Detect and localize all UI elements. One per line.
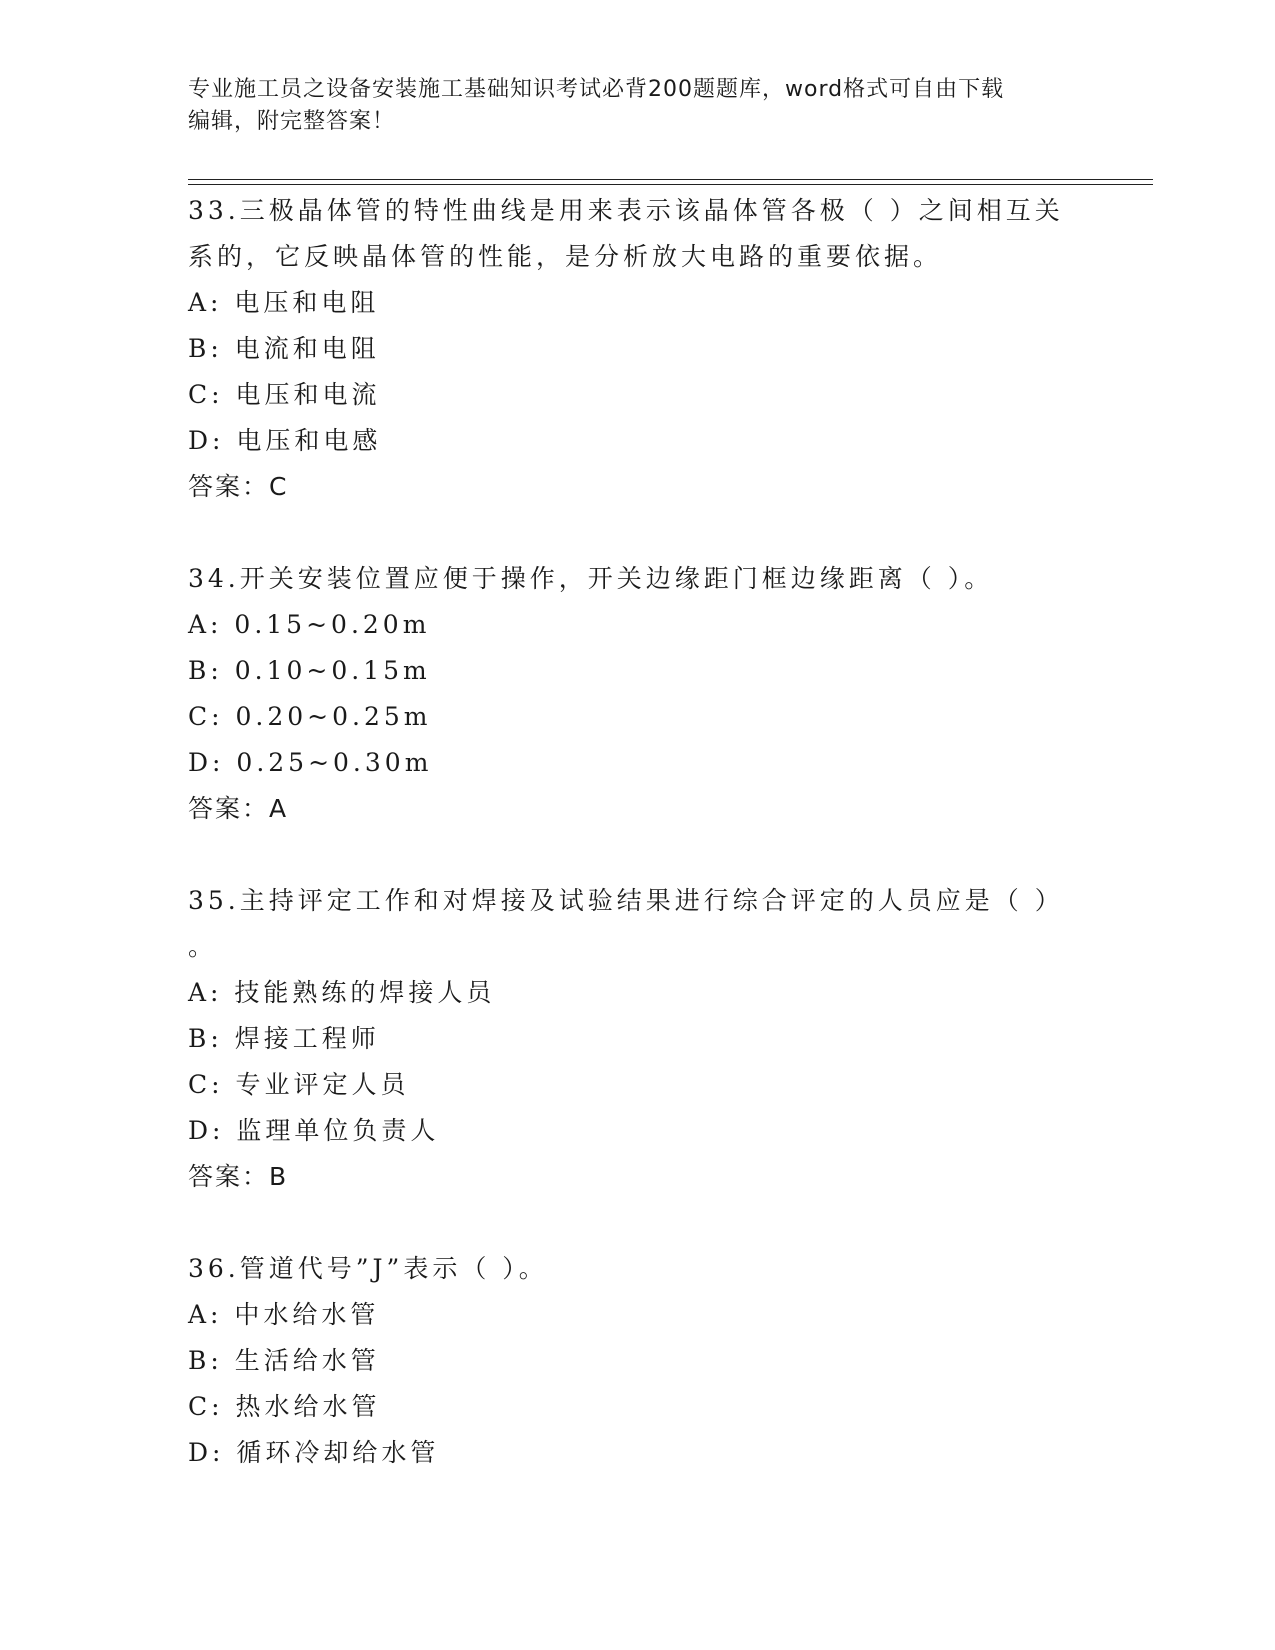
question-text: 35.主持评定工作和对焊接及试验结果进行综合评定的人员应是（ ） (188, 886, 1064, 915)
option-a: A: 技能熟练的焊接人员 (188, 978, 496, 1007)
option-a: A: 0.15~0.20m (188, 610, 431, 639)
question-gap (188, 510, 1088, 556)
option-c: C: 电压和电流 (188, 380, 381, 409)
answer: 答案：B (188, 1162, 289, 1191)
question-text-continued: 。 (188, 932, 218, 961)
question-34 (188, 556, 1088, 832)
header-line-2: 编辑，附完整答案！ (188, 109, 396, 134)
option-d: D: 监理单位负责人 (188, 1116, 440, 1145)
option-a: A: 电压和电阻 (188, 288, 380, 317)
header-rule-bottom (188, 184, 1153, 185)
question-text: 33.三极晶体管的特性曲线是用来表示该晶体管各极（ ）之间相互关 (188, 196, 1064, 225)
option-b: B: 电流和电阻 (188, 334, 380, 363)
question-36 (188, 1246, 1088, 1476)
question-text: 36.管道代号”J”表示（ ）。 (188, 1254, 548, 1283)
header-line-1: 专业施工员之设备安装施工基础知识考试必背200题题库，word格式可自由下载 (188, 77, 1005, 102)
option-d: D: 循环冷却给水管 (188, 1438, 440, 1467)
option-d: D: 0.25~0.30m (188, 748, 433, 777)
question-gap (188, 1200, 1088, 1246)
question-list (188, 188, 1088, 1476)
answer: 答案：A (188, 794, 289, 823)
option-c: C: 热水给水管 (188, 1392, 381, 1421)
question-33 (188, 188, 1088, 510)
answer: 答案：C (188, 472, 289, 501)
option-c: C: 0.20~0.25m (188, 702, 432, 731)
option-b: B: 0.10~0.15m (188, 656, 431, 685)
question-text-continued: 系的，它反映晶体管的性能，是分析放大电路的重要依据。 (188, 242, 943, 271)
document-header (188, 74, 1068, 138)
question-text: 34.开关安装位置应便于操作，开关边缘距门框边缘距离（ ）。 (188, 564, 994, 593)
header-rule-top (188, 179, 1153, 180)
option-a: A: 中水给水管 (188, 1300, 380, 1329)
question-35 (188, 878, 1088, 1200)
option-d: D: 电压和电感 (188, 426, 382, 455)
question-gap (188, 832, 1088, 878)
option-b: B: 焊接工程师 (188, 1024, 380, 1053)
option-c: C: 专业评定人员 (188, 1070, 410, 1099)
option-b: B: 生活给水管 (188, 1346, 380, 1375)
